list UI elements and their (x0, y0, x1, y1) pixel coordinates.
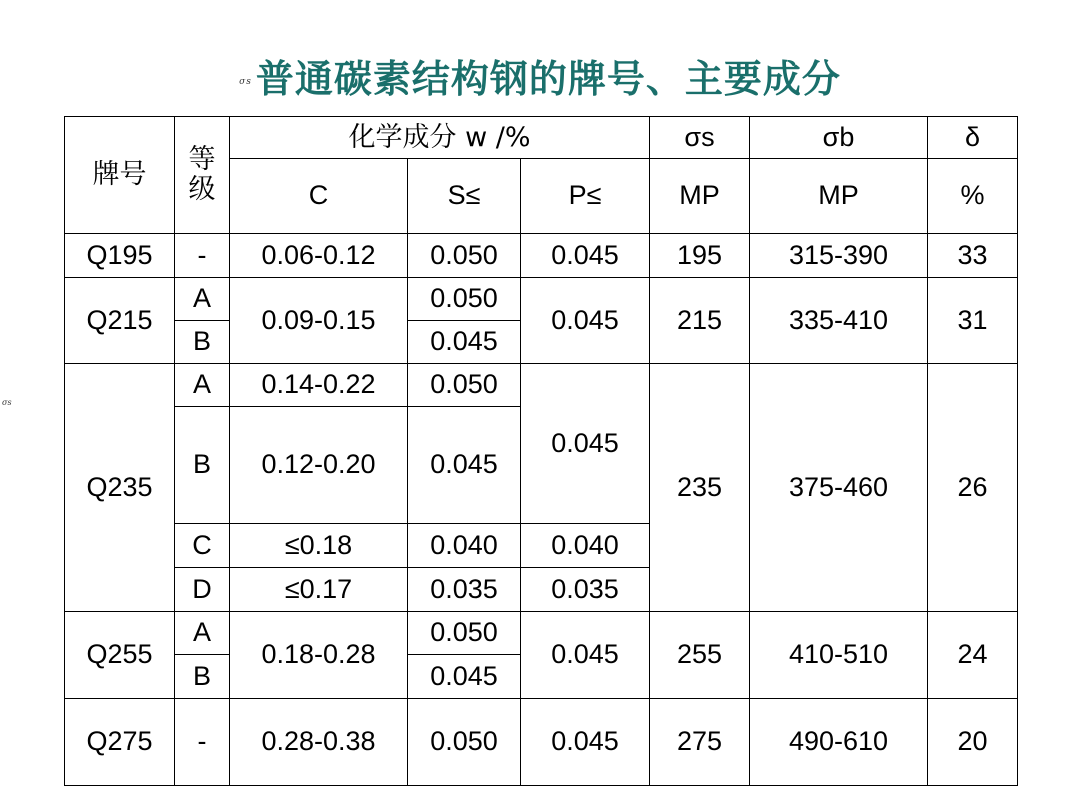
cell-c: ≤0.17 (230, 568, 408, 612)
header-row-1 (65, 117, 1018, 159)
cell-grade: Q275 (65, 699, 175, 786)
cell-level: D (175, 568, 230, 612)
cell-level: B (175, 407, 230, 524)
cell-sigma-s: 235 (650, 364, 750, 612)
table-row-q195 (65, 234, 1018, 278)
header-level-bottom: 级 (188, 174, 216, 205)
cell-level: A (175, 612, 230, 655)
cell-grade: Q195 (65, 234, 175, 278)
header-s: S≤ (408, 159, 521, 234)
cell-level: A (175, 278, 230, 321)
header-level-top: 等 (188, 144, 216, 176)
cell-level: - (175, 699, 230, 786)
cell-delta: 26 (928, 364, 1018, 612)
cell-level: B (175, 321, 230, 364)
table-row-q215-a (65, 278, 1018, 321)
cell-delta: 20 (928, 699, 1018, 786)
cell-level: A (175, 364, 230, 407)
header-grade: 牌号 (65, 117, 175, 234)
cell-sigma-b: 410-510 (750, 612, 928, 699)
cell-level: C (175, 524, 230, 568)
cell-c: 0.12-0.20 (230, 407, 408, 524)
header-p: P≤ (521, 159, 650, 234)
table-row-q255-a (65, 612, 1018, 655)
cell-grade: Q235 (65, 364, 175, 612)
cell-delta: 33 (928, 234, 1018, 278)
cell-p: 0.035 (521, 568, 650, 612)
cell-delta: 31 (928, 278, 1018, 364)
cell-level: - (175, 234, 230, 278)
header-sigma-b: σb (750, 117, 928, 159)
cell-s: 0.045 (408, 407, 521, 524)
header-chem: 化学成分 w /% (230, 117, 650, 159)
cell-c: 0.06-0.12 (230, 234, 408, 278)
cell-p: 0.045 (521, 278, 650, 364)
cell-c: ≤0.18 (230, 524, 408, 568)
cell-sigma-s: 195 (650, 234, 750, 278)
cell-s: 0.050 (408, 234, 521, 278)
table-row-q275 (65, 699, 1018, 786)
cell-c: 0.14-0.22 (230, 364, 408, 407)
cell-sigma-b: 375-460 (750, 364, 928, 612)
title-text: 普通碳素结构钢的牌号、主要成分 (255, 57, 841, 101)
header-mp-2: MP (750, 159, 928, 234)
side-sigma-mark: σs (2, 398, 12, 407)
header-pct: % (928, 159, 1018, 234)
cell-p: 0.045 (521, 364, 650, 524)
cell-c: 0.28-0.38 (230, 699, 408, 786)
cell-s: 0.040 (408, 524, 521, 568)
cell-p: 0.045 (521, 612, 650, 699)
cell-s: 0.050 (408, 278, 521, 321)
cell-grade: Q255 (65, 612, 175, 699)
header-c: C (230, 159, 408, 234)
page-title (0, 48, 1080, 103)
cell-sigma-s: 275 (650, 699, 750, 786)
header-mp-1: MP (650, 159, 750, 234)
cell-level: B (175, 655, 230, 699)
cell-sigma-s: 255 (650, 612, 750, 699)
cell-s: 0.050 (408, 364, 521, 407)
cell-sigma-b: 315-390 (750, 234, 928, 278)
cell-sigma-b: 335-410 (750, 278, 928, 364)
header-sigma-s: σs (650, 117, 750, 159)
header-delta: δ (928, 117, 1018, 159)
header-level (175, 117, 230, 234)
cell-s: 0.050 (408, 699, 521, 786)
sigma-mark: σs (239, 76, 252, 87)
cell-sigma-s: 215 (650, 278, 750, 364)
cell-c: 0.09-0.15 (230, 278, 408, 364)
cell-s: 0.045 (408, 321, 521, 364)
table-row-q235-a (65, 364, 1018, 407)
cell-sigma-b: 490-610 (750, 699, 928, 786)
cell-c: 0.18-0.28 (230, 612, 408, 699)
cell-s: 0.050 (408, 612, 521, 655)
steel-composition-table (64, 116, 1018, 786)
cell-p: 0.045 (521, 234, 650, 278)
cell-grade: Q215 (65, 278, 175, 364)
cell-delta: 24 (928, 612, 1018, 699)
cell-p: 0.040 (521, 524, 650, 568)
cell-s: 0.035 (408, 568, 521, 612)
cell-s: 0.045 (408, 655, 521, 699)
cell-p: 0.045 (521, 699, 650, 786)
